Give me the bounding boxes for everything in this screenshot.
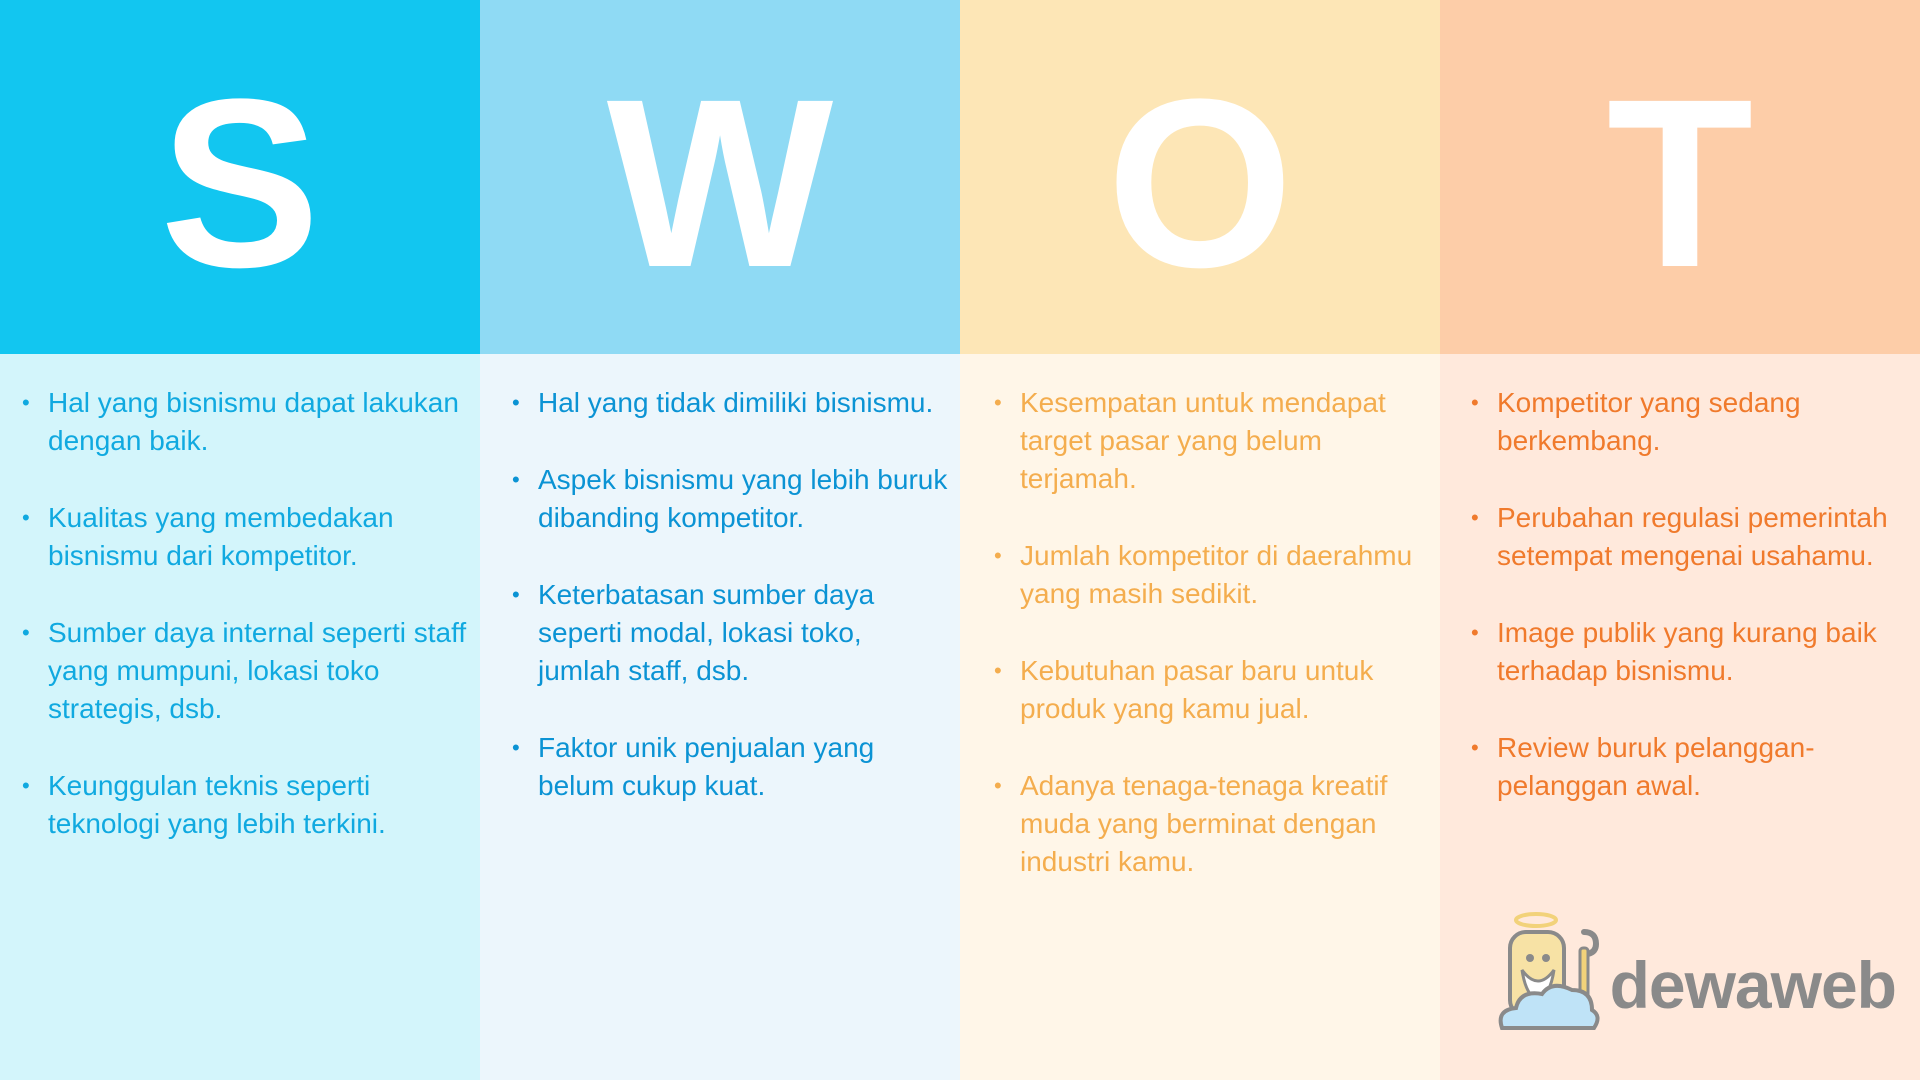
bullet-icon: •	[994, 773, 1002, 798]
weaknesses-letter: W	[606, 49, 834, 317]
list-item: • Hal yang tidak dimiliki bisnismu.	[538, 384, 960, 422]
strengths-body	[0, 354, 480, 1080]
bullet-icon: •	[22, 773, 30, 798]
bullet-icon: •	[22, 620, 30, 645]
bullet-icon: •	[1471, 505, 1479, 530]
brand-name: dewaweb	[1609, 948, 1896, 1022]
bullet-icon: •	[1471, 735, 1479, 760]
threats-list	[1440, 384, 1920, 805]
strengths-header	[0, 0, 480, 354]
list-item: • Sumber daya internal seperti staff yang mumpuni, lokasi toko strategis, dsb.	[48, 614, 480, 728]
bullet-icon: •	[994, 658, 1002, 683]
weaknesses-list	[480, 384, 960, 805]
list-item: • Image publik yang kurang baik terhadap bisnismu.	[1497, 614, 1920, 690]
bullet-icon: •	[994, 390, 1002, 415]
bullet-icon: •	[512, 735, 520, 760]
opportunities-column	[960, 0, 1440, 1080]
opportunities-header	[960, 0, 1440, 354]
list-item: • Keterbatasan sumber daya seperti modal, lokasi toko, jumlah staff, dsb.	[538, 576, 960, 690]
list-item: • Adanya tenaga-tenaga kreatif muda yang berminat dengan industri kamu.	[1020, 767, 1440, 881]
bullet-icon: •	[512, 582, 520, 607]
list-item: • Kualitas yang membedakan bisnismu dari kompetitor.	[48, 499, 480, 575]
strengths-column	[0, 0, 480, 1080]
bullet-icon: •	[1471, 390, 1479, 415]
bullet-icon: •	[512, 467, 520, 492]
list-item: • Perubahan regulasi pemerintah setempat mengenai usahamu.	[1497, 499, 1920, 575]
list-item: • Hal yang bisnismu dapat lakukan dengan baik.	[48, 384, 480, 460]
opportunities-letter: O	[1106, 49, 1294, 317]
list-item: • Faktor unik penjualan yang belum cukup kuat.	[538, 729, 960, 805]
list-item: • Kesempatan untuk mendapat target pasar yang belum terjamah.	[1020, 384, 1440, 498]
bullet-icon: •	[22, 390, 30, 415]
opportunities-list	[960, 384, 1440, 881]
weaknesses-header	[480, 0, 960, 354]
mascot-icon	[1496, 910, 1606, 1040]
bullet-icon: •	[22, 505, 30, 530]
list-item: • Jumlah kompetitor di daerahmu yang masih sedikit.	[1020, 537, 1440, 613]
list-item: • Review buruk pelanggan-pelanggan awal.	[1497, 729, 1920, 805]
bullet-icon: •	[994, 543, 1002, 568]
opportunities-body	[960, 354, 1440, 1080]
list-item: • Aspek bisnismu yang lebih buruk dibanding kompetitor.	[538, 461, 960, 537]
strengths-letter: S	[159, 49, 321, 317]
list-item: • Keunggulan teknis seperti teknologi yang lebih terkini.	[48, 767, 480, 843]
threats-column	[1440, 0, 1920, 1080]
brand-logo	[1496, 910, 1896, 1040]
list-item: • Kebutuhan pasar baru untuk produk yang kamu jual.	[1020, 652, 1440, 728]
threats-header	[1440, 0, 1920, 354]
list-item: • Kompetitor yang sedang berkembang.	[1497, 384, 1920, 460]
weaknesses-column	[480, 0, 960, 1080]
bullet-icon: •	[1471, 620, 1479, 645]
threats-letter: T	[1606, 49, 1754, 317]
strengths-list	[0, 384, 480, 843]
weaknesses-body	[480, 354, 960, 1080]
bullet-icon: •	[512, 390, 520, 415]
